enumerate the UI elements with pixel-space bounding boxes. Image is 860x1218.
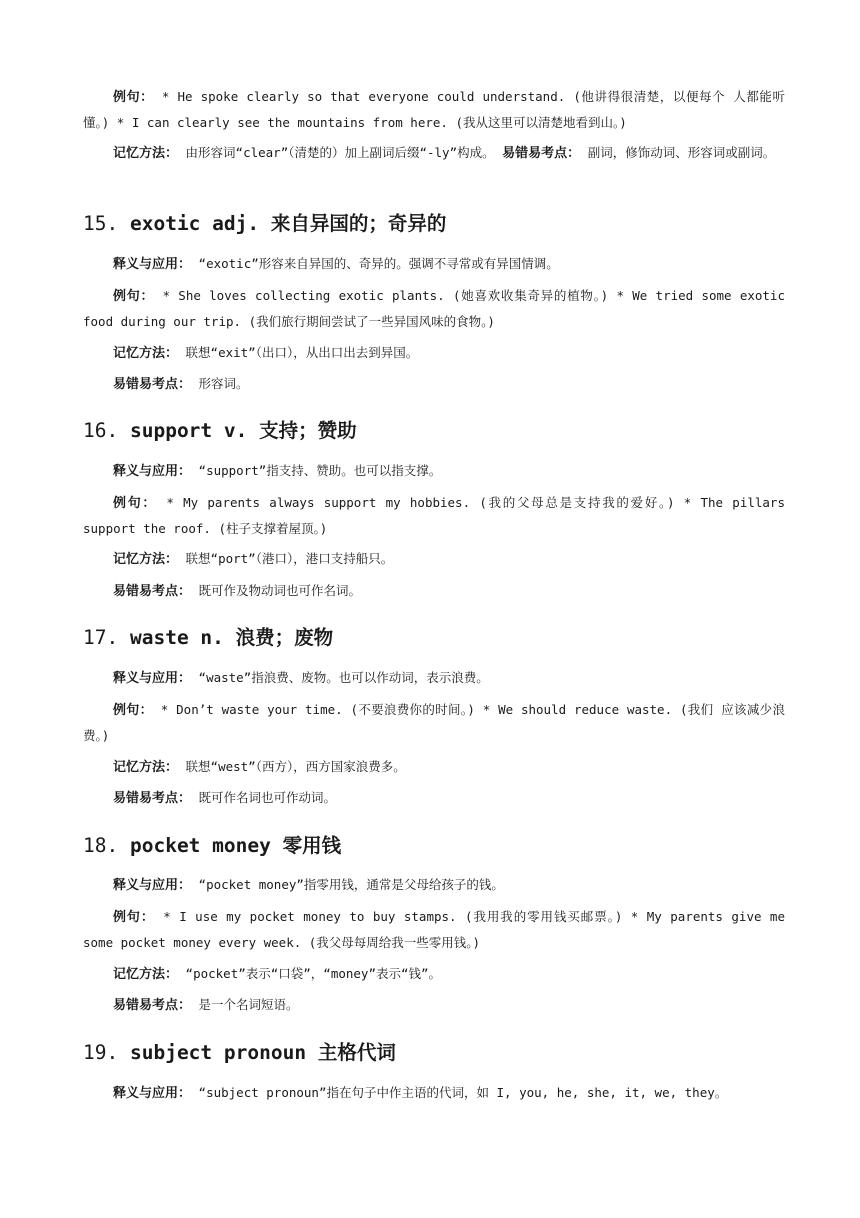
pitfall-label: 易错易考点： — [113, 998, 192, 1013]
example-paragraph — [83, 490, 785, 541]
memory-label: 记忆方法： — [113, 346, 179, 361]
memory-label: 记忆方法： — [113, 552, 179, 567]
memory-text: 联想“west”（西方），西方国家浪费多。 — [185, 759, 406, 774]
pitfall-label: 易错易考点： — [113, 584, 192, 599]
entry-number: 17. — [83, 626, 119, 649]
example-label: 例句： — [113, 90, 154, 105]
pitfall-text: 是一个名词短语。 — [198, 997, 299, 1012]
memory-text: “pocket”表示“口袋”，“money”表示“钱”。 — [185, 966, 442, 981]
meaning-label: 释义与应用： — [113, 671, 192, 686]
meaning-label: 释义与应用： — [113, 464, 192, 479]
pitfall-paragraph — [83, 785, 785, 811]
example-text: * My parents always support my hobbies. (我的父母总是支持我的爱好。) * The pillars support the roof. (柱子支撑着屋顶。) — [83, 495, 785, 536]
example-paragraph — [83, 904, 785, 955]
meaning-label: 释义与应用： — [113, 878, 192, 893]
memory-text: 联想“exit”（出口），从出口出去到异国。 — [185, 345, 419, 360]
memory-paragraph — [83, 754, 785, 780]
entry-chinese: 浪费；废物 — [235, 626, 334, 649]
example-label: 例句： — [113, 496, 158, 511]
meaning-text: “pocket money”指零用钱，通常是父母给孩子的钱。 — [198, 877, 504, 892]
entry-word: pocket money — [129, 834, 271, 857]
entry-number: 16. — [83, 419, 119, 442]
pitfall-label: 易错易考点： — [113, 791, 192, 806]
meaning-text: “support”指支持、赞助。也可以指支撑。 — [198, 463, 442, 478]
entry-heading — [83, 625, 333, 651]
example-text: * Don’t waste your time. (不要浪费你的时间。) * We should reduce waste. (我们 应该减少浪费。) — [83, 702, 785, 743]
meaning-paragraph — [83, 665, 785, 691]
meaning-paragraph — [83, 872, 785, 898]
memory-label: 记忆方法： — [113, 760, 179, 775]
memory-text: 联想“port”（港口），港口支持船只。 — [185, 551, 394, 566]
meaning-paragraph — [83, 458, 785, 484]
pitfall-paragraph — [83, 578, 785, 604]
pitfall-text: 形容词。 — [198, 376, 249, 391]
pitfall-label: 易错易考点： — [502, 146, 581, 161]
example-paragraph — [83, 697, 785, 748]
example-label: 例句： — [113, 703, 153, 718]
intro-example-paragraph — [83, 84, 785, 135]
entry-chinese: 来自异国的；奇异的 — [270, 212, 447, 235]
entry-heading — [83, 833, 341, 859]
entry-heading — [83, 418, 357, 444]
memory-paragraph — [83, 340, 785, 366]
entry-number: 15. — [83, 212, 119, 235]
pitfall-paragraph — [83, 992, 785, 1018]
example-text: * She loves collecting exotic plants. (她喜欢收集奇异的植物。) * We tried some exotic food during our trip. (我们旅行期间尝试了一些异国风味的食物。) — [83, 288, 785, 329]
meaning-label: 释义与应用： — [113, 257, 192, 272]
memory-label: 记忆方法： — [113, 967, 179, 982]
entry-word: exotic adj. — [129, 212, 260, 235]
entry-chinese: 主格代词 — [317, 1041, 396, 1064]
entry-heading — [83, 1040, 396, 1066]
memory-paragraph — [83, 546, 785, 572]
meaning-text: “exotic”形容来自异国的、奇异的。强调不寻常或有异国情调。 — [198, 256, 559, 271]
memory-paragraph — [83, 961, 785, 987]
meaning-text: “waste”指浪费、废物。也可以作动词，表示浪费。 — [198, 670, 489, 685]
meaning-paragraph — [83, 1080, 785, 1106]
example-label: 例句： — [113, 910, 155, 925]
pitfall-text: 既可作及物动词也可作名词。 — [198, 583, 362, 598]
pitfall-paragraph — [83, 371, 785, 397]
entry-heading — [83, 211, 446, 237]
entry-number: 19. — [83, 1041, 119, 1064]
example-label: 例句： — [113, 289, 155, 304]
pitfall-text: 既可作名词也可作动词。 — [198, 790, 337, 805]
meaning-label: 释义与应用： — [113, 1086, 192, 1101]
entry-word: waste n. — [129, 626, 224, 649]
entry-number: 18. — [83, 834, 119, 857]
entry-word: subject pronoun — [129, 1041, 307, 1064]
meaning-text: “subject pronoun”指在句子中作主语的代词，如 I, you, he, she, it, we, they。 — [198, 1085, 728, 1100]
entry-chinese: 零用钱 — [282, 834, 342, 857]
example-text: * He spoke clearly so that everyone could understand. (他讲得很清楚，以便每个 人都能听懂。) * I can clearly see the mountains from here. (我从这里可以清楚地看到山。) — [83, 89, 786, 130]
intro-memory-paragraph — [83, 140, 785, 166]
example-text: * I use my pocket money to buy stamps. (我用我的零用钱买邮票。) * My parents give me some pocket money every week. (我父母每周给我一些零用钱。) — [83, 909, 785, 950]
meaning-paragraph — [83, 251, 785, 277]
pitfall-text: 副词，修饰动词、形容词或副词。 — [587, 145, 776, 160]
entry-chinese: 支持；赞助 — [259, 419, 357, 442]
memory-text: 由形容词“clear”（清楚的）加上副词后缀“-ly”构成。 — [185, 145, 495, 160]
pitfall-label: 易错易考点： — [113, 377, 192, 392]
example-paragraph — [83, 283, 785, 334]
memory-label: 记忆方法： — [113, 146, 179, 161]
entry-word: support v. — [129, 419, 248, 442]
